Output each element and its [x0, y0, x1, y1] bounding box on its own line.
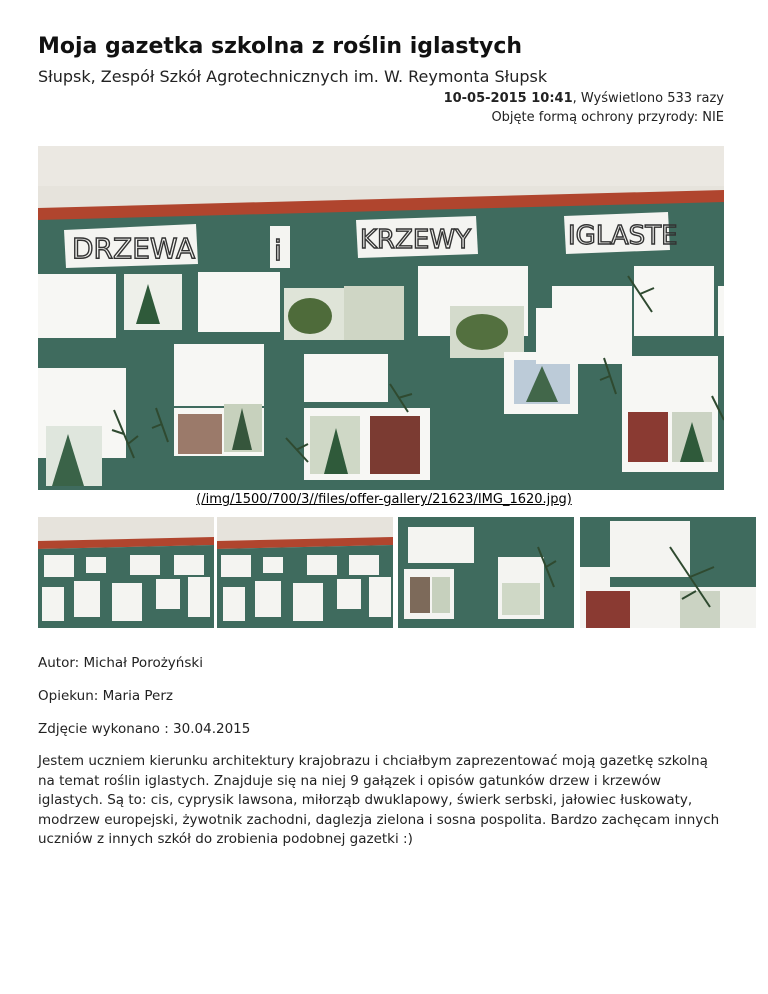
gallery-thumbnail[interactable] — [398, 517, 574, 628]
description: Jestem uczniem kierunku architektury krajobrazu i chciałbym zaprezentować moją gazetkę szkolną na temat roślin iglastych. Znajduje się na niej 9 gałązek i opisów gatunków drzew i krzewów iglastych. Są to: cis, cyprysik lawsona, miłorząb dwuklapowy, świerk serbski, jałowiec łuskowaty, modrzew europejski, żywotnik zachodni, daglezja zielona i sosna pospolita. Bardzo zachęcam innych uczniów z innych szkół do zrobienia podobnej gazetki :) — [38, 753, 720, 847]
article-subtitle: Słupsk, Zespół Szkół Agrotechnicznych im. W. Reymonta Słupsk — [38, 67, 548, 86]
photo-date: Zdjęcie wykonano : 30.04.2015 — [38, 721, 251, 737]
publish-date: 10-05-2015 10:41 — [443, 91, 573, 106]
article-meta — [444, 91, 724, 106]
protection-status: Objęte formą ochrony przyrody: NIE — [491, 110, 724, 125]
svg-text:i: i — [274, 234, 282, 267]
view-count: , Wyświetlono 533 razy — [572, 91, 724, 106]
banner-word — [270, 226, 290, 268]
thumbnail-photo — [580, 517, 756, 628]
svg-text:IGLASTE: IGLASTE — [568, 221, 678, 251]
thumbnail-photo — [38, 517, 214, 628]
author: Autor: Michał Porożyński — [38, 655, 203, 671]
banner-word — [356, 216, 478, 258]
gallery-thumbnail[interactable] — [38, 517, 214, 628]
bulletin-board-photo — [38, 146, 724, 490]
thumbnail-photo — [398, 517, 574, 628]
banner-word — [564, 212, 678, 254]
main-image-link[interactable]: (/img/1500/700/3//files/offer-gallery/21623/IMG_1620.jpg) — [196, 492, 572, 507]
thumbnail-photo — [217, 517, 393, 628]
main-photo[interactable] — [38, 146, 724, 490]
svg-text:DRZEWA: DRZEWA — [72, 232, 196, 265]
article-title: Moja gazetka szkolna z roślin iglastych — [38, 34, 523, 59]
banner-word — [64, 224, 198, 268]
gallery-thumbnail[interactable] — [580, 517, 756, 628]
gallery-thumbnail[interactable] — [217, 517, 393, 628]
teacher: Opiekun: Maria Perz — [38, 688, 173, 704]
svg-text:KRZEWY: KRZEWY — [360, 225, 471, 255]
